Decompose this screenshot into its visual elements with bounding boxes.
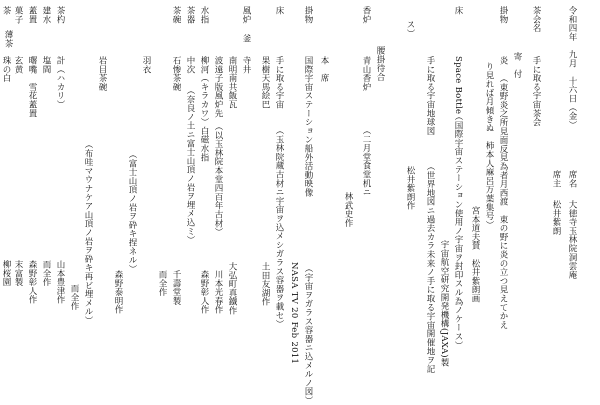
honseki-mizusashi-label: 水指	[199, 6, 209, 24]
column-honseki-chaki	[198, 0, 212, 400]
honseki-chawan-label: 茶碗	[171, 6, 181, 24]
column-host	[550, 0, 564, 400]
column-honseki-mizusashi-detail	[212, 0, 226, 400]
column-honseki-chawan-2	[170, 0, 184, 400]
koshikake-kouro-item: 青山香炉	[361, 56, 371, 92]
column-dogu-futaoki	[26, 0, 40, 400]
honseki-chawan3-detail: （富士山頂ノ岩ヲ砕キ捏ネル）	[127, 150, 137, 274]
column-honseki-iwame	[96, 0, 110, 400]
honseki-mizusashi-item: 南明南共飯瓦	[227, 56, 237, 109]
honseki-toko-item: 手に取る宇宙	[274, 56, 284, 109]
dogu-kensui-label: 建水	[41, 6, 51, 24]
honseki-chawan3-item: 羽衣	[141, 56, 151, 74]
honseki-mizusashi-author: 川本光春作	[213, 270, 223, 314]
column-honseki-credit	[288, 0, 302, 400]
column-yoritsuki-toko	[452, 0, 466, 400]
seat-label: 席名	[567, 170, 577, 188]
column-honseki-toko	[273, 0, 287, 400]
honseki-kakemono-label: 掛物	[303, 6, 313, 24]
column-honseki-chawan	[184, 0, 198, 400]
host-name: 松井紫朗	[551, 200, 561, 236]
yoritsuki-toko-note: （国際宇宙ステーション使用ノ宇宙ヲ封印スル為ノケース）	[453, 112, 463, 350]
koshikake-kouro-author: 林武史作	[343, 192, 353, 228]
dogu-cha-item2: 珠の白	[1, 56, 11, 83]
column-honseki-hagoromo-detail	[126, 0, 140, 400]
dogu-chashaku-author: 山本豊津作	[55, 260, 65, 304]
column-honseki-iwame-author	[68, 0, 82, 400]
honseki-chawan2-author: 而全作	[157, 270, 167, 297]
column-honseki-hagoromo-author	[112, 0, 126, 400]
honseki-kakemono-item: 国際宇宙ステーション船外活動映像	[303, 56, 313, 197]
column-yoritsuki-map	[424, 0, 438, 400]
koshikake-kouro-label: 香炉	[361, 6, 371, 24]
yoritsuki-toko-maker: 宇宙航空研究開発機構(JAXA)製	[439, 240, 449, 367]
yoritsuki-kakemono-note-cont: り見れば月傾きぬ 柿本人麻呂万葉集号）	[484, 62, 494, 230]
honseki-furo-label: 風炉	[241, 6, 251, 24]
title-name: 手に取る宇宙茶会	[531, 56, 541, 127]
seat-name: 大徳寺玉林院洞雲庵	[567, 200, 577, 280]
column-yoritsuki-map-end	[404, 0, 418, 400]
honseki-chaki-detail: 柳河（キラカワ）白磁水指	[199, 56, 209, 162]
column-date	[566, 0, 580, 400]
honseki-toko-note: （玉林院蔵古材ニ宇宙ヲ込メシガラス容器ヲ載セ）	[274, 126, 284, 329]
dogu-kashi-label: 菓子	[13, 6, 23, 24]
column-dogu-chashaku	[54, 0, 68, 400]
column-yoritsuki-kakemono-cont	[483, 0, 497, 400]
honseki-toko-label: 床	[274, 6, 284, 15]
yoritsuki-kakemono-authors: 宮本道夫賛 松井紫朗画	[470, 206, 480, 303]
honseki-chawan-item: 中次	[185, 56, 195, 74]
yoritsuki-map-author: 松井紫朗作	[405, 166, 415, 210]
yoritsuki-kakemono-note: （東野炎之所見面反見為者月西渡 東の野に炎の立つ見えてかえ	[498, 74, 508, 330]
yoritsuki-toko-item: Space Bottle	[453, 56, 463, 115]
honseki-mizusashi-detail: （以玉林院本堂四百年古材）	[213, 122, 223, 237]
column-yoritsuki-kakemono	[497, 0, 511, 400]
column-honseki-chawan2-author	[156, 0, 170, 400]
koshikake-heading: 腰掛待合	[375, 46, 385, 82]
dogu-cha-label: 茶	[1, 6, 11, 15]
column-yoritsuki-maker	[438, 0, 452, 400]
column-honseki-kakemono	[302, 0, 316, 405]
honseki-chawan3-author: 森野泰明作	[113, 270, 123, 314]
column-honseki-furo	[259, 0, 273, 400]
column-koshikake-author	[342, 0, 356, 400]
honseki-kakemono-note: （宇宙ヲガラス容器ニ込メルノ図）	[303, 264, 313, 405]
honseki-chawan4-item: 岩目茶碗	[97, 56, 107, 92]
column-dogu-kensui	[40, 0, 54, 400]
honseki-kama-label: 釜	[241, 34, 251, 43]
koshikake-kouro-note: （二月堂食堂机ニ	[361, 126, 371, 197]
yoritsuki-map-note: （世界地図ニ過去カラ未来ノ手に取る宇宙開催地ヲ記	[425, 162, 435, 374]
honseki-chaki-label: 茶器	[185, 6, 195, 24]
yoritsuki-toko-label: 床	[453, 6, 463, 15]
dogu-futaoki-item: 曙嘴 雪花蓋置	[27, 56, 37, 118]
honseki-chawan4-author: 而全作	[69, 284, 79, 311]
honseki-toko-author: 土田友湖作	[260, 262, 270, 306]
honseki-kama-author: 大弘町真鐵作	[227, 262, 237, 315]
column-koshikake-kouro	[360, 0, 374, 400]
column-yoritsuki-authors	[469, 0, 483, 400]
yoritsuki-kakemono-title: 炎	[498, 56, 508, 65]
honseki-kama-item: 寺井	[241, 56, 251, 74]
column-honseki-mizusashi	[226, 0, 240, 400]
column-koshikake-heading	[374, 0, 388, 400]
dogu-cha-item1: 薄茶	[3, 30, 13, 48]
dogu-kashi-author: 末富製	[13, 260, 23, 287]
title-label: 茶会名	[531, 6, 541, 33]
column-honseki-hagoromo	[140, 0, 154, 400]
honseki-kakemono-credit: NASA TV 20 Feb 2011	[289, 262, 299, 365]
honseki-chawan2-item: 石惨茶碗	[171, 56, 181, 92]
column-honseki-iwame-detail	[82, 0, 96, 400]
column-title	[530, 0, 544, 400]
honseki-chaki-item: 波遠子版風炉先	[213, 56, 223, 118]
dogu-cha-maker: 柳桜園	[1, 260, 11, 287]
column-yoritsuki-heading	[511, 0, 525, 400]
honseki-heading: 本 席	[319, 56, 329, 83]
honseki-chawan-detail: （奈良ノ土ニ富士山頂ノ岩ヲ埋メ込ミ）	[185, 86, 195, 245]
dogu-kensui-author: 而全作	[41, 260, 51, 287]
honseki-furo-item: 果樹天馬絵巴	[260, 56, 270, 109]
dogu-kashi-item: 玄黄	[13, 56, 23, 74]
date-text: 令和四年 九月 十六日（金）	[567, 6, 577, 130]
dogu-kensui-item: 塩間	[41, 56, 51, 74]
host-label: 席主	[551, 170, 561, 188]
yoritsuki-heading: 寄 付	[512, 52, 522, 79]
honseki-chaki-author: 森野彰人作	[199, 270, 209, 314]
dogu-futaoki-label: 蓋置	[27, 6, 37, 24]
yoritsuki-kakemono-label: 掛物	[498, 6, 508, 24]
column-honseki-heading	[318, 0, 332, 400]
yoritsuki-map-note-end: ス）	[405, 20, 415, 38]
column-honseki-kama	[240, 0, 254, 400]
dogu-chashaku-item: 計（ハカリ）	[55, 56, 65, 109]
dogu-futaoki-author: 森野彰人作	[27, 260, 37, 304]
yoritsuki-map-item: 手に取る宇宙地球図	[425, 56, 435, 136]
honseki-chawan4-detail: （布哇マウナケア山頂ノ岩ヲ砕キ再ビ埋メル）	[83, 140, 93, 325]
honseki-chawan-author: 千壽堂製	[171, 270, 181, 306]
column-dogu-usucha	[2, 0, 16, 400]
dogu-chashaku-label: 茶杓	[55, 6, 65, 24]
